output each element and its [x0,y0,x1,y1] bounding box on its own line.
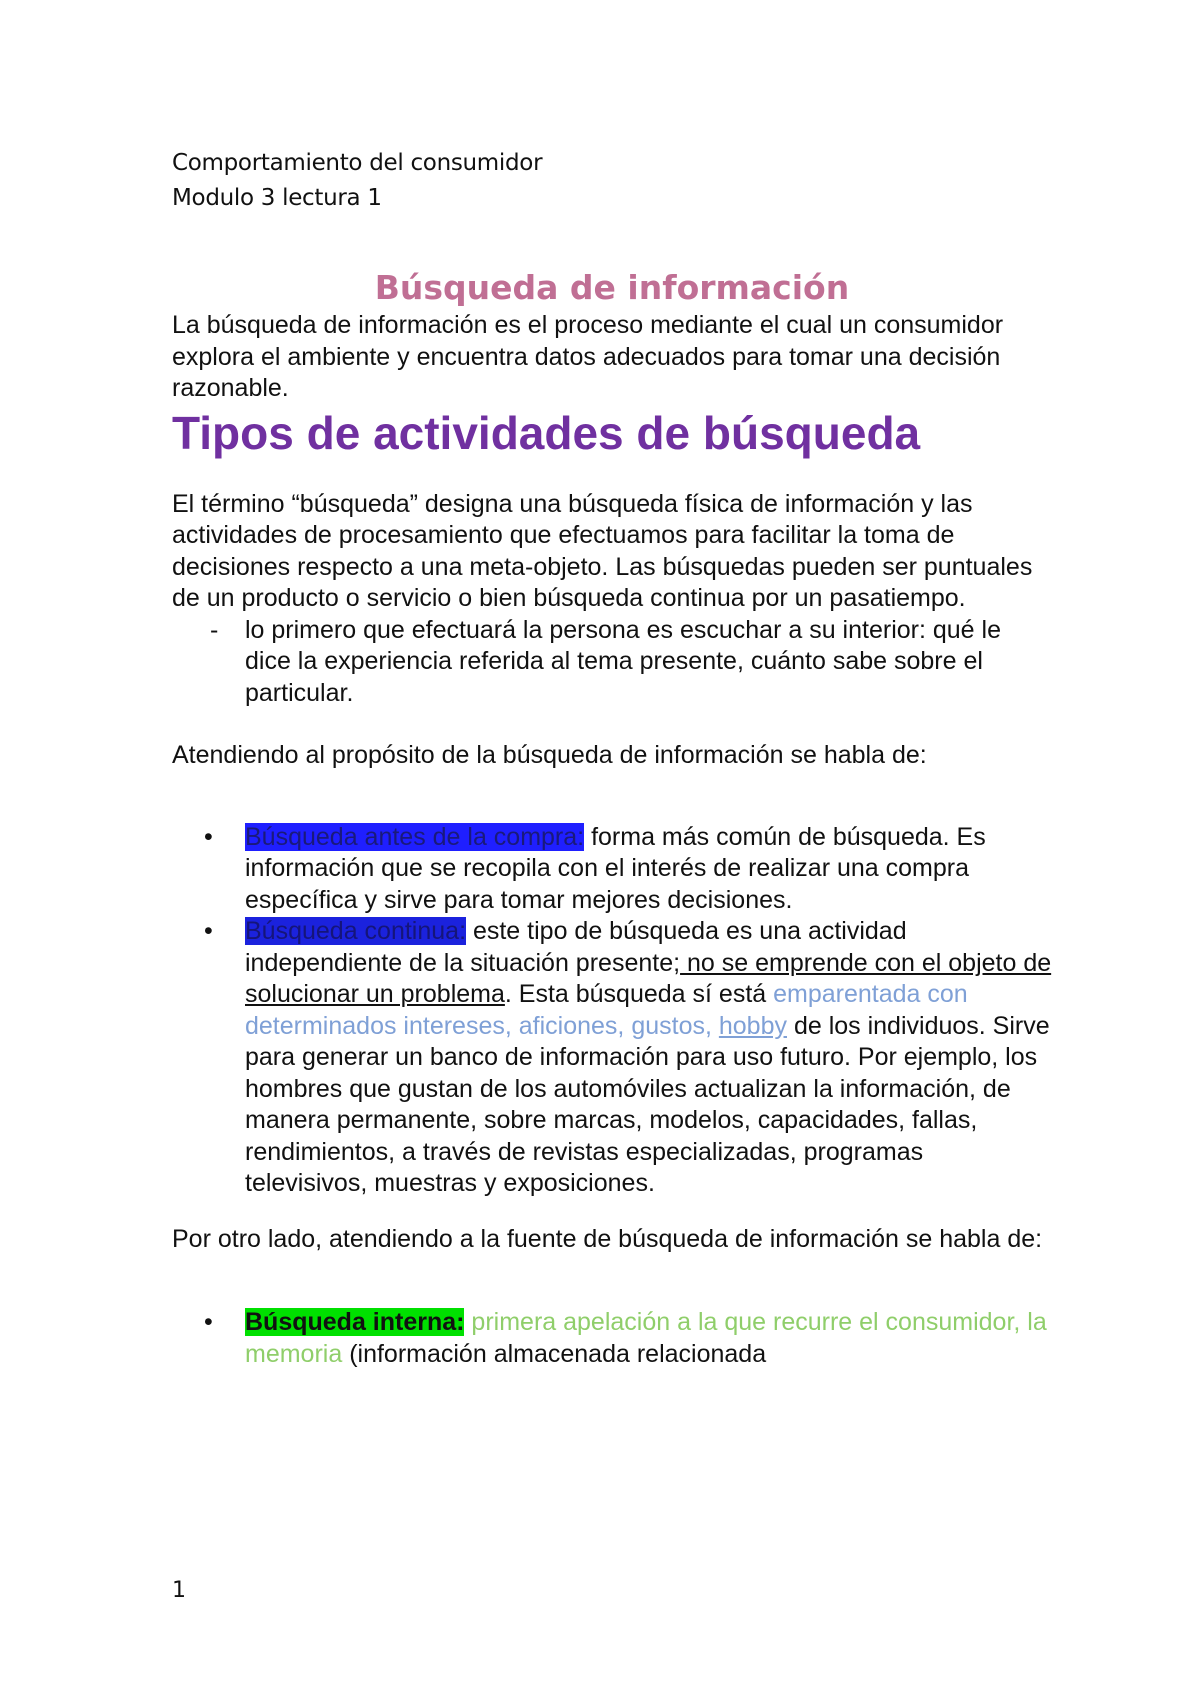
section2-paragraph: El término “búsqueda” designa una búsqueda física de información y las actividades de procesamiento que efectuamos para facilitar la toma de decisiones respecto a una meta-objeto. Las búsquedas pueden ser puntuales de un producto o servicio o bien búsqueda continua por un pasatiempo. [172,489,1033,612]
source-intro: Por otro lado, atendiendo a la fuente de búsqueda de información se habla de: [172,1224,1043,1253]
highlighted-term: Búsqueda antes de la compra: [245,822,585,851]
bullet-marker: • [204,1308,213,1336]
list-item-text: de los individuos. Sirve para generar un banco de información para uso futuro. Por ejemplo, los hombres que gustan de los automóviles actualizan la información, de manera permanente, sobre marcas, modelos, capacidades, fallas, rendimientos, a través de revistas especializadas, programas televisivos, muestras y exposiciones. [245,1011,1050,1197]
bullet-marker: • [204,822,213,851]
hobby-link[interactable]: hobby [718,1011,787,1040]
lightblue-text: emparentada con determinados intereses, aficiones, gustos, [245,980,968,1040]
lightgreen-text: primera apelación a la que recurre el consumidor, la memoria [245,1308,1047,1368]
list-item-text: este tipo de búsqueda es una actividad independiente de la situación presente; [245,917,907,977]
list-item-text: forma más común de búsqueda. Es información que se recopila con el interés de realizar una compra específica y sirve para tomar mejores decisiones. [245,822,986,914]
section-title-busqueda: Búsqueda de información [374,268,850,307]
dash-marker: - [210,615,219,644]
page-content [172,146,1052,1370]
dash-list-item [172,615,1052,710]
list-item-text: (información almacenada relacionada [342,1339,767,1368]
list-item-antes-compra [172,822,1052,917]
section1-paragraph: La búsqueda de información es el proceso mediante el cual un consumidor explora el ambiente y encuentra datos adecuados para tomar una decisión razonable. [172,311,1004,402]
underlined-text: no se emprende con el objeto de solucionar un problema [245,948,1052,1008]
purpose-intro: Atendiendo al propósito de la búsqueda de información se habla de: [172,741,927,769]
header-line-1: Comportamiento del consumidor [172,150,543,176]
list-item-continua [172,916,1052,1200]
list-item-text: . Esta búsqueda sí está [504,980,774,1008]
highlighted-term: Búsqueda interna: [245,1308,465,1336]
header-line-2: Modulo 3 lectura 1 [172,185,382,211]
section-title-tipos: Tipos de actividades de búsqueda [172,406,921,459]
highlighted-term: Búsqueda continua: [245,917,467,945]
bullet-marker: • [204,917,213,945]
dash-item-text: lo primero que efectuará la persona es escuchar a su interior: qué le dice la experiencia referida al tema presente, cuánto sabe sobre el particular. [245,615,1001,707]
list-item-interna [172,1307,1052,1370]
page-number: 1 [172,1578,186,1603]
